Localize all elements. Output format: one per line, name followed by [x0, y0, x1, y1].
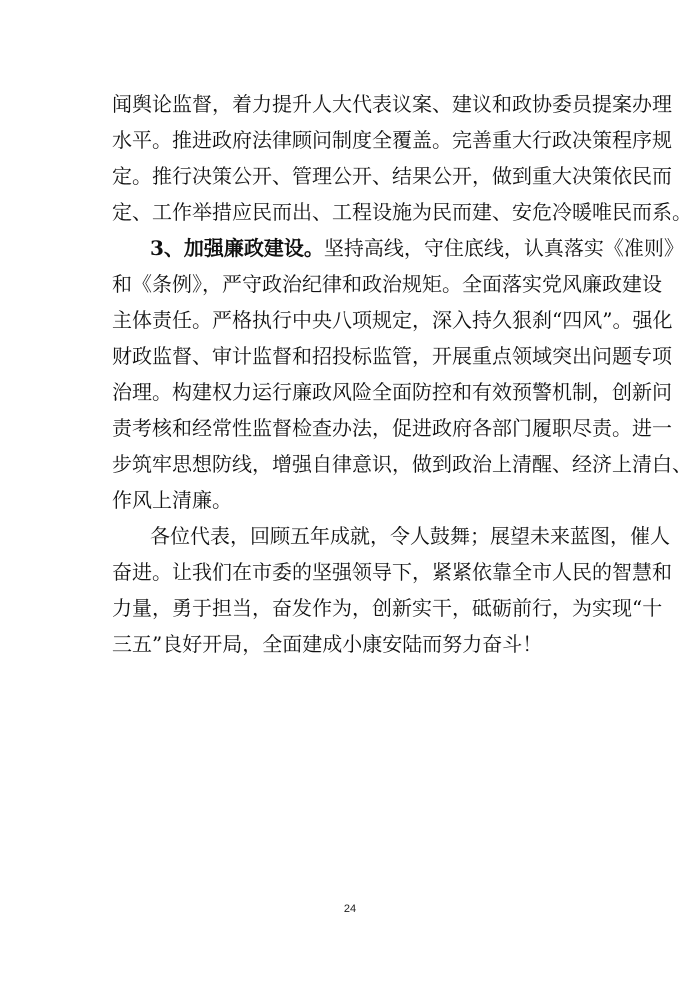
text-line: 治理。构建权力运行廉政风险全面防控和有效预警机制，创新问 — [112, 380, 672, 404]
paragraph-continued — [112, 86, 692, 230]
text-line: 奋进。让我们在市委的坚强领导下，紧紧依靠全市人民的智慧和 — [112, 560, 672, 584]
text-line: 主体责任。严格执行中央八项规定，深入持久狠刹“四风”。强化 — [112, 308, 673, 332]
section-3-first-line — [112, 230, 684, 266]
text-line: 三五”良好开局，全面建成小康安陆而努力奋斗！ — [112, 632, 543, 656]
body-text — [112, 86, 692, 662]
page-number: 24 — [343, 903, 357, 915]
text-line: 闻舆论监督，着力提升人大代表议案、建议和政协委员提案办理 — [112, 92, 672, 116]
text-line: 财政监督、审计监督和招投标监管，开展重点领域突出问题专项 — [112, 344, 672, 368]
text-line: 水平。推进政府法律顾问制度全覆盖。完善重大行政决策程序规 — [112, 128, 672, 152]
closing-paragraph — [112, 518, 672, 662]
text-line: 和《条例》，严守政治纪律和政治规矩。全面落实党风廉政建设 — [112, 272, 662, 296]
text-line: 定、工作举措应民而出、工程设施为民而建、安危冷暖唯民而系。 — [112, 200, 692, 224]
section-3-paragraph — [112, 230, 692, 518]
text-line: 步筑牢思想防线，增强自律意识，做到政治上清醒、经济上清白、 — [112, 452, 692, 476]
section-3-heading: 3、加强廉政建设。 — [150, 236, 324, 260]
text-line: 责考核和经常性监督检查办法，促进政府各部门履职尽责。进一 — [112, 416, 672, 440]
closing-first-line: 各位代表，回顾五年成就，令人鼓舞；展望未来蓝图，催人 — [150, 524, 670, 548]
text-line: 作风上清廉。 — [112, 488, 232, 512]
text-line: 力量，勇于担当，奋发作为，创新实干，砥砺前行，为实现“十 — [112, 596, 663, 620]
text-line: 定。推行决策公开、管理公开、结果公开，做到重大决策依民而 — [112, 164, 672, 188]
section-3-first-line-text: 坚持高线，守住底线，认真落实《准则》 — [323, 236, 684, 260]
